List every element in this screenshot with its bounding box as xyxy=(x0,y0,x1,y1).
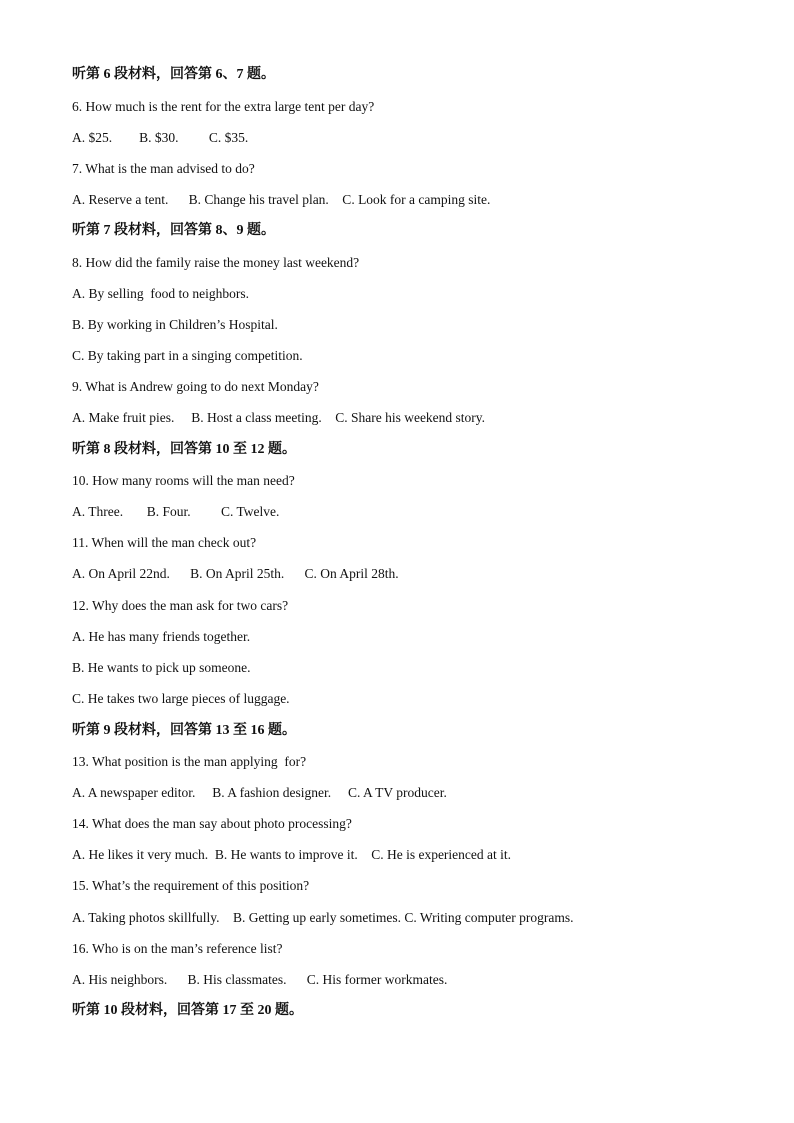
options-7: A. Reserve a tent. B. Change his travel plan. C. Look for a camping site. xyxy=(72,192,491,207)
question-12: 12. Why does the man ask for two cars? xyxy=(72,598,289,613)
section-heading-8: 听第 8 段材料，回答第 10 至 12 题。 xyxy=(72,442,296,457)
question-13: 13. What position is the man applying for? xyxy=(72,754,307,769)
options-6: A. $25. B. $30. C. $35. xyxy=(72,130,249,145)
option-12b: B. He wants to pick up someone. xyxy=(72,660,251,675)
section-heading-7: 听第 7 段材料，回答第 8、9 题。 xyxy=(72,223,275,238)
options-14: A. He likes it very much. B. He wants to improve it. C. He is experienced at it. xyxy=(72,847,512,862)
question-11: 11. When will the man check out? xyxy=(72,535,257,550)
option-8a: A. By selling food to neighbors. xyxy=(72,286,249,301)
option-8b: B. By working in Children’s Hospital. xyxy=(72,317,278,332)
question-16: 16. Who is on the man’s reference list? xyxy=(72,941,283,956)
section-heading-10: 听第 10 段材料，回答第 17 至 20 题。 xyxy=(72,1003,303,1018)
option-8c: C. By taking part in a singing competition. xyxy=(72,348,303,363)
section-heading-6: 听第 6 段材料，回答第 6、7 题。 xyxy=(72,67,275,82)
question-7: 7. What is the man advised to do? xyxy=(72,161,255,176)
options-9: A. Make fruit pies. B. Host a class meeting. C. Share his weekend story. xyxy=(72,410,486,425)
options-10: A. Three. B. Four. C. Twelve. xyxy=(72,504,280,519)
question-15: 15. What’s the requirement of this position? xyxy=(72,878,310,893)
question-14: 14. What does the man say about photo processing? xyxy=(72,816,352,831)
question-8: 8. How did the family raise the money last weekend? xyxy=(72,255,360,270)
question-9: 9. What is Andrew going to do next Monday? xyxy=(72,379,319,394)
option-12c: C. He takes two large pieces of luggage. xyxy=(72,691,290,706)
options-11: A. On April 22nd. B. On April 25th. C. On April 28th. xyxy=(72,566,399,581)
question-6: 6. How much is the rent for the extra large tent per day? xyxy=(72,99,375,114)
options-13: A. A newspaper editor. B. A fashion designer. C. A TV producer. xyxy=(72,785,447,800)
question-10: 10. How many rooms will the man need? xyxy=(72,473,295,488)
options-16: A. His neighbors. B. His classmates. C. His former workmates. xyxy=(72,972,448,987)
options-15: A. Taking photos skillfully. B. Getting up early sometimes. C. Writing computer programs. xyxy=(72,910,574,925)
option-12a: A. He has many friends together. xyxy=(72,629,251,644)
section-heading-9: 听第 9 段材料，回答第 13 至 16 题。 xyxy=(72,723,296,738)
